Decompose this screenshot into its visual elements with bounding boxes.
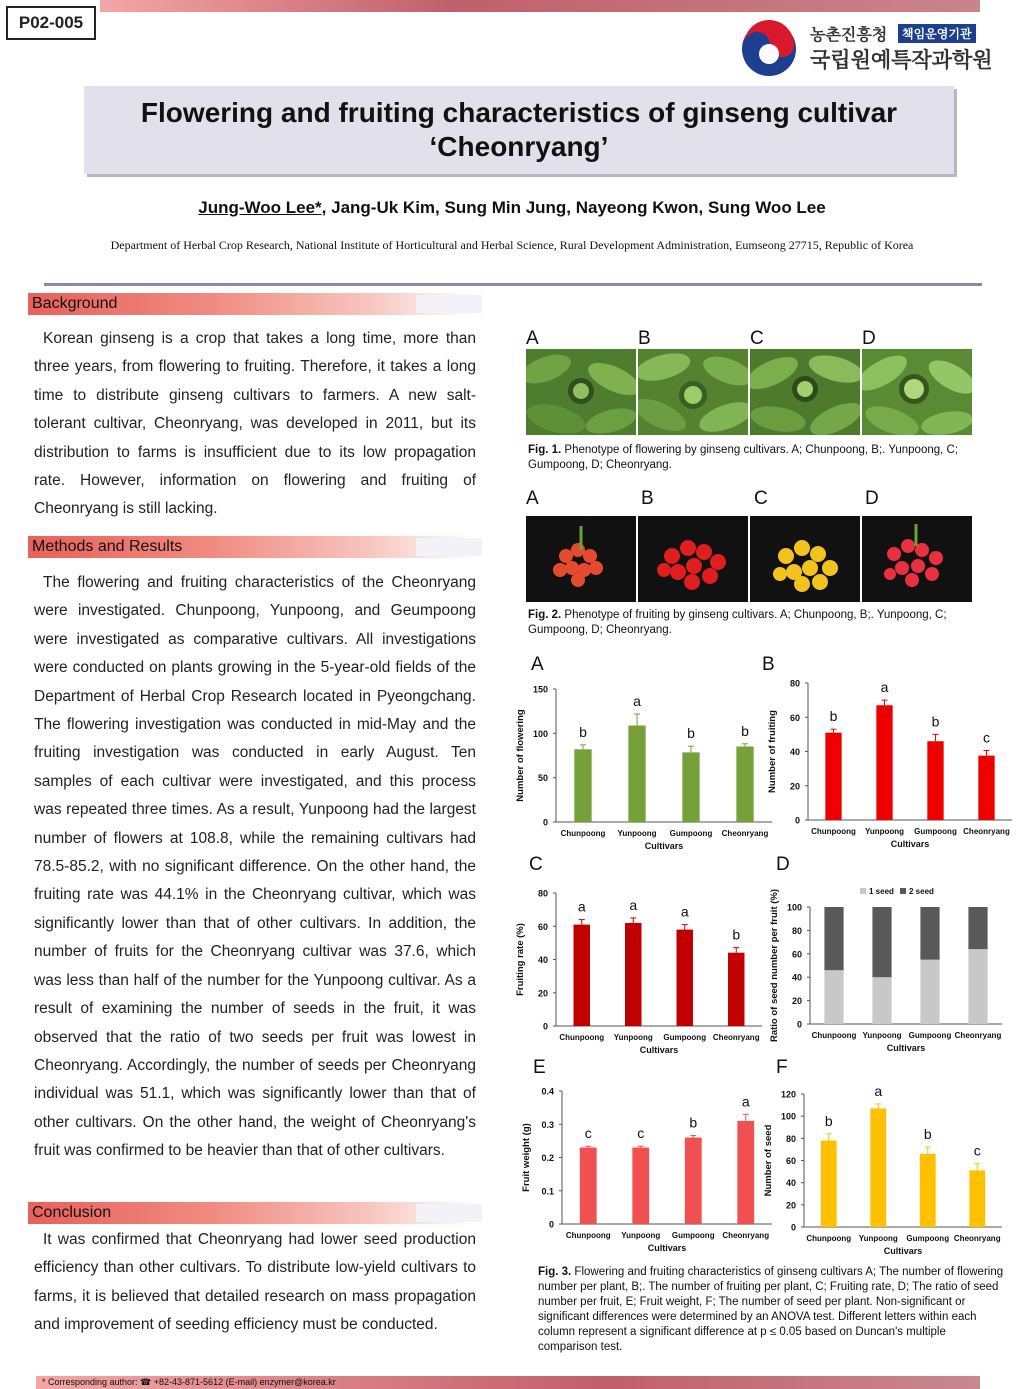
- fig2-letter-d: D: [865, 488, 879, 509]
- chart-a-y-tick-label: 150: [532, 684, 548, 695]
- chart-e-significance-letter: a: [741, 1093, 750, 1110]
- chart-d-bar-1-seed: [968, 949, 987, 1024]
- chart-d-y-axis-label: Ratio of seed number per fruit (%): [769, 888, 780, 1043]
- chart-a-x-tick-label: Yunpoong: [617, 829, 657, 838]
- chart-d-legend-label: 1 seed: [869, 887, 894, 896]
- chart-b-significance-letter: b: [931, 713, 940, 730]
- fig1-caption-label: Fig. 1.: [528, 444, 562, 456]
- fig1-letter-b: B: [638, 328, 651, 349]
- chart-c-significance-letter: b: [732, 926, 741, 943]
- chart-c-y-tick-label: 0: [542, 1021, 548, 1032]
- chart-d-x-tick-label: Gumpoong: [908, 1031, 952, 1040]
- chart-a-y-tick-label: 0: [542, 817, 548, 828]
- chart-c-y-tick-label: 80: [537, 888, 548, 899]
- logo-institute-name: 국립원예특작과학원: [810, 49, 993, 72]
- chart-f-bar: [969, 1170, 985, 1227]
- chart-b-x-tick-label: Cheonryang: [963, 827, 1010, 836]
- chart-e-significance-letter: c: [637, 1125, 645, 1142]
- chart-d-y-tick-label: 40: [791, 972, 802, 983]
- chart-c-significance-letter: a: [629, 896, 638, 913]
- chart-a-significance-letter: a: [633, 693, 641, 710]
- chart-f-y-tick-label: 80: [785, 1133, 796, 1144]
- chart-d-legend-swatch: [860, 888, 866, 894]
- chart-e-y-tick-label: 0.1: [541, 1186, 554, 1197]
- co-authors: Jang-Uk Kim, Sung Min Jung, Nayeong Kwon, Sung Woo Lee: [326, 198, 826, 217]
- affiliation: Department of Herbal Crop Research, National Institute of Horticultural and Herbal Science, Rural Development Administration, Eumseong 27715, Republic of Korea: [110, 238, 914, 252]
- chart-e-x-tick-label: Cheonryang: [722, 1231, 770, 1240]
- chart-b-significance-letter: a: [880, 679, 889, 696]
- chart-f-significance-letter: a: [874, 1082, 883, 1099]
- chart-c-bar: [677, 930, 693, 1026]
- conclusion-text: It was confirmed that Cheonryang had lower seed production efficiency than other cultivars. To distribute low-yield cultivars to farms, it is believed that detailed research on mass propagation and improvement of seeding efficiency must be conducted.: [34, 1231, 476, 1334]
- chart-b-significance-letter: b: [829, 708, 838, 725]
- corresponding-author: * Corresponding author: ☎ +82-43-871-5612 (E-mail) enzymer@korea.kr: [42, 1377, 336, 1387]
- chart-a-y-axis-label: Number of flowering: [515, 709, 526, 802]
- chart-a-bar: [628, 726, 645, 822]
- chart-d-legend-label: 2 seed: [909, 887, 934, 896]
- chart-c-bar: [625, 923, 641, 1026]
- chart-f-panel-letter: F: [776, 1057, 788, 1078]
- chart-f-bar: [920, 1154, 936, 1227]
- chart-a-y-tick-label: 50: [537, 773, 548, 784]
- chart-f-y-axis-label: Number of seed: [763, 1124, 774, 1197]
- chart-b-bar: [825, 733, 841, 820]
- background-heading-text: Background: [32, 295, 118, 312]
- chart-a-x-tick-label: Gumpoong: [669, 829, 713, 838]
- chart-b-y-tick-label: 0: [794, 815, 800, 826]
- chart-b-x-tick-label: Yunpoong: [864, 827, 905, 836]
- chart-d-bar-2-seed: [872, 907, 891, 977]
- chart-e-y-tick-label: 0.4: [541, 1086, 554, 1097]
- chart-e-x-tick-label: Gumpoong: [671, 1231, 715, 1240]
- fig2-letter-c: C: [754, 488, 768, 509]
- chart-f-y-tick-label: 60: [785, 1156, 796, 1166]
- chart-b-bar: [876, 705, 892, 820]
- chart-d-legend-swatch: [900, 888, 906, 894]
- chart-e-x-tick-label: Chunpoong: [565, 1231, 611, 1240]
- chart-e-y-tick-label: 0.2: [541, 1153, 554, 1163]
- chart-d-x-tick-label: Cheonryang: [954, 1031, 1002, 1040]
- chart-a-y-tick-label: 100: [532, 728, 548, 739]
- chart-a-bar: [736, 746, 753, 822]
- chart-a-significance-letter: b: [741, 722, 749, 739]
- fig1-letter-a: A: [526, 328, 539, 349]
- chart-d-bar-1-seed: [872, 977, 891, 1024]
- fig2-caption-label: Fig. 2.: [528, 609, 562, 621]
- conclusion-heading-text: Conclusion: [32, 1204, 112, 1221]
- chart-a-x-axis-label: Cultivars: [644, 841, 684, 851]
- chart-c-x-tick-label: Yunpoong: [613, 1033, 653, 1042]
- chart-d-bar-1-seed: [824, 970, 843, 1024]
- chart-d-y-tick-label: 0: [796, 1019, 802, 1030]
- chart-d-y-tick-label: 80: [791, 925, 802, 936]
- chart-f-bar: [870, 1108, 886, 1227]
- chart-a-panel-letter: A: [531, 654, 544, 675]
- chart-d-panel-letter: D: [776, 854, 790, 875]
- chart-d-y-tick-label: 60: [791, 949, 802, 960]
- chart-e-x-tick-label: Yunpoong: [621, 1231, 661, 1240]
- chart-c-x-tick-label: Chunpoong: [559, 1033, 605, 1042]
- chart-f-x-tick-label: Yunpoong: [858, 1234, 898, 1243]
- chart-e-significance-letter: c: [584, 1125, 592, 1142]
- chart-d-y-tick-label: 100: [786, 902, 802, 913]
- chart-b-y-tick-label: 40: [789, 747, 800, 757]
- logo-agency-name: 농촌진흥청: [810, 27, 888, 44]
- chart-f-y-tick-label: 120: [780, 1089, 796, 1100]
- chart-e-bar: [685, 1138, 702, 1224]
- chart-b-x-axis-label: Cultivars: [890, 839, 930, 849]
- chart-c-significance-letter: a: [577, 898, 586, 915]
- fig2-letter-b: B: [641, 488, 654, 509]
- poster-id: P02-005: [6, 6, 96, 40]
- chart-c-significance-letter: a: [680, 903, 689, 920]
- chart-d-y-tick-label: 20: [791, 996, 802, 1007]
- background-text: Korean ginseng is a crop that takes a long time, more than three years, from flowering to fruiting. Therefore, it takes a long time to distribute ginseng cultivars to farmers. A new salt-tolerant cultivar, Cheonryang, was developed in 2011, but its distribution to farms is insufficient due to its low propagation rate. However, information on flowering and fruiting of Cheonryang is still lacking.: [34, 330, 476, 518]
- chart-f-y-tick-label: 40: [785, 1178, 796, 1189]
- chart-a-bar: [574, 749, 591, 822]
- chart-c-x-axis-label: Cultivars: [639, 1045, 679, 1055]
- chart-e-bar: [580, 1148, 597, 1224]
- chart-f-y-tick-label: 100: [780, 1111, 796, 1122]
- chart-f-bar: [821, 1141, 837, 1227]
- chart-e-panel-letter: E: [533, 1057, 546, 1078]
- chart-c-y-tick-label: 40: [537, 955, 548, 965]
- chart-c-x-tick-label: Cheonryang: [712, 1033, 760, 1042]
- chart-c-y-tick-label: 60: [537, 921, 548, 932]
- chart-f-x-tick-label: Chunpoong: [806, 1234, 852, 1243]
- chart-c-y-tick-label: 20: [537, 988, 548, 999]
- chart-c-bar: [574, 925, 590, 1026]
- chart-f-significance-letter: b: [824, 1112, 833, 1129]
- chart-f-y-tick-label: 20: [785, 1200, 796, 1211]
- chart-c-panel-letter: C: [529, 854, 543, 875]
- chart-d-x-axis-label: Cultivars: [886, 1043, 926, 1053]
- fig1-letter-d: D: [862, 328, 876, 349]
- chart-b-x-tick-label: Gumpoong: [914, 827, 957, 836]
- chart-c-bar: [728, 953, 744, 1026]
- chart-b-y-tick-label: 20: [789, 781, 800, 792]
- chart-e-y-tick-label: 0.3: [541, 1119, 554, 1130]
- chart-c-y-axis-label: Fruiting rate (%): [515, 923, 526, 996]
- chart-f-x-tick-label: Cheonryang: [953, 1234, 1001, 1243]
- chart-d-x-tick-label: Yunpoong: [862, 1031, 902, 1040]
- methods-text: The flowering and fruiting characteristics of the Cheonryang were investigated. Chunpoong, Yunpoong, and Geumpoong were investigated as comparative cultivars. All investigations were conducted on plants growing in the 5-year-old fields of the Department of Herbal Crop Research located in Pyeongchang. The flowering investigation was conducted in mid-May and the fruiting investigation was conducted in early August. Ten samples of each cultivar were investigated, and this process was repeated three times. As a result, Yunpoong had the largest number of flowers at 108.8, while the remaining cultivars had 78.5-85.2, with no significant difference. On the other hand, the fruiting rate was 44.1% in the Cheonryang cultivar, which was significantly lower than that of other cultivars. In addition, the number of fruits for the Cheonryang cultivar was 37.6, which was less than half of the number for the Yunpoong cultivar. As a result of examining the number of seeds in the fruit, it was observed that the ratio of two seeds per fruit was lowest in Cheonryang. Accordingly, the number of seeds per Cheonryang individual was 51.1, which was significantly lower than that of other cultivars. On the other hand, the weight of Cheonryang's fruit was confirmed to be heavier than that of other cultivars.: [34, 574, 476, 1160]
- fig2-letter-a: A: [526, 488, 539, 509]
- presenting-author: Jung-Woo Lee*,: [198, 198, 327, 217]
- chart-a-bar: [682, 752, 699, 822]
- chart-e-y-tick-label: 0: [548, 1219, 554, 1230]
- chart-b-y-tick-label: 60: [789, 712, 800, 723]
- chart-e-y-axis-label: Fruit weight (g): [521, 1123, 532, 1192]
- chart-b-significance-letter: c: [983, 729, 990, 746]
- chart-b-y-axis-label: Number of fruiting: [767, 710, 778, 793]
- chart-a-significance-letter: b: [579, 723, 587, 740]
- chart-b-panel-letter: B: [762, 654, 775, 675]
- chart-e-x-axis-label: Cultivars: [647, 1243, 687, 1253]
- logo-badge: 책임운영기관: [898, 24, 976, 43]
- page-title-line1: Flowering and fruiting characteristics of ginseng cultivar: [140, 97, 898, 128]
- chart-b-x-tick-label: Chunpoong: [811, 827, 856, 836]
- page-title-line2: ‘Cheonryang’: [429, 131, 609, 162]
- fig3-caption: [538, 1265, 1004, 1355]
- chart-e-bar: [737, 1121, 754, 1224]
- fig3-caption-label: Fig. 3.: [538, 1266, 572, 1278]
- chart-d-bar-1-seed: [920, 960, 939, 1024]
- chart-f-y-tick-label: 0: [790, 1222, 796, 1233]
- fig1-caption-text: Phenotype of flowering by ginseng cultivars. A; Chunpoong, B;. Yunpoong, C; Gumpoong, D; Cheonryang.: [528, 444, 959, 471]
- fig3-caption-text: Flowering and fruiting characteristics of ginseng cultivars A; The number of flowering number per plant, B;. The number of fruiting per plant, C; Fruiting rate, D; The ratio of seed number per fruit, E; Fruit weight, F; The number of seed per plant. Non-significant or significant differences were determined by an ANOVA test. Different letters within each column represent a significant difference at p ≤ 0.05 based on Duncan's multiple comparison test.: [538, 1266, 1004, 1353]
- fig1-letter-c: C: [750, 328, 764, 349]
- chart-f-x-tick-label: Gumpoong: [906, 1234, 950, 1243]
- chart-d-bar-2-seed: [968, 907, 987, 949]
- chart-b-y-tick-label: 80: [789, 678, 800, 689]
- chart-f-x-axis-label: Cultivars: [883, 1246, 923, 1256]
- chart-d-bar-2-seed: [824, 907, 843, 970]
- chart-a-x-tick-label: Cheonryang: [721, 829, 769, 838]
- chart-e-bar: [632, 1148, 649, 1224]
- chart-f-significance-letter: b: [923, 1126, 932, 1143]
- chart-f-significance-letter: c: [973, 1142, 981, 1159]
- chart-a-significance-letter: b: [687, 725, 695, 742]
- chart-d-x-tick-label: Chunpoong: [811, 1031, 857, 1040]
- chart-b-bar: [978, 756, 994, 820]
- chart-b-bar: [927, 741, 943, 820]
- fig2-caption-text: Phenotype of fruiting by ginseng cultivars. A; Chunpoong, B;. Yunpoong, C; Gumpoong, D; Cheonryang.: [528, 609, 947, 636]
- chart-c-x-tick-label: Gumpoong: [663, 1033, 707, 1042]
- chart-d-bar-2-seed: [920, 907, 939, 960]
- chart-e-significance-letter: b: [689, 1114, 698, 1131]
- methods-heading-text: Methods and Results: [32, 538, 183, 555]
- chart-a-x-tick-label: Chunpoong: [560, 829, 606, 838]
